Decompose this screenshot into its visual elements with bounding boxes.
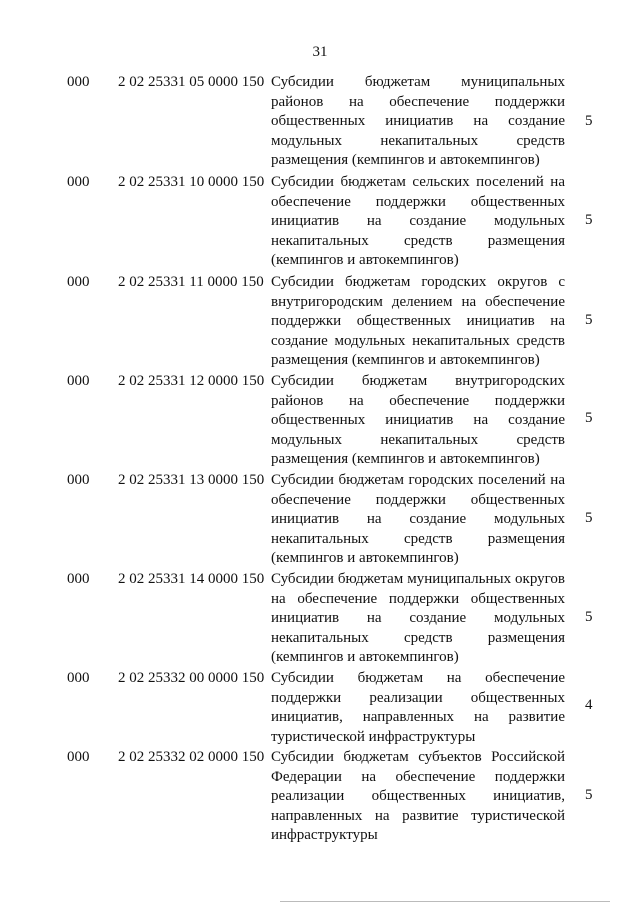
admin-code: 000	[67, 571, 90, 587]
admin-code: 000	[67, 74, 90, 90]
income-name: Субсидии бюджетам сельских поселений на обеспечение поддержки общественных инициатив на создание модульных некапитальных средств размещения (кемпингов и автокемпингов)	[271, 174, 565, 268]
row-value: 5	[585, 609, 593, 625]
budget-code: 2 02 25331 05 0000 150	[118, 74, 265, 90]
admin-code: 000	[67, 174, 90, 190]
page-edge-line	[280, 901, 610, 902]
admin-code: 000	[67, 472, 90, 488]
row-value: 5	[585, 212, 593, 228]
income-name: Субсидии бюджетам городских поселений на обеспечение поддержки общественных инициатив на создание модульных некапитальных средств размещения (кемпингов и автокемпингов)	[271, 472, 565, 566]
admin-code: 000	[67, 670, 90, 686]
income-name: Субсидии бюджетам внутригородских районов на обеспечение поддержки общественных инициатив на создание модульных некапитальных средств размещения (кемпингов и автокемпингов)	[271, 373, 565, 467]
admin-code: 000	[67, 274, 90, 290]
admin-code: 000	[67, 373, 90, 389]
budget-code: 2 02 25332 00 0000 150	[118, 670, 265, 686]
row-value: 5	[585, 312, 593, 328]
row-value: 4	[585, 697, 593, 713]
row-value: 5	[585, 787, 593, 803]
income-name: Субсидии бюджетам городских округов с внутригородским делением на обеспечение поддержки общественных инициатив на создание модульных некапитальных средств размещения (кемпингов и автокемпингов)	[271, 274, 565, 368]
budget-code: 2 02 25331 10 0000 150	[118, 174, 265, 190]
row-value: 5	[585, 113, 593, 129]
budget-code: 2 02 25331 12 0000 150	[118, 373, 265, 389]
income-name: Субсидии бюджетам субъектов Российской Федерации на обеспечение поддержки реализации общественных инициатив, направленных на развитие туристической инфраструктуры	[271, 749, 565, 843]
budget-code: 2 02 25331 13 0000 150	[118, 472, 265, 488]
budget-code: 2 02 25331 14 0000 150	[118, 571, 265, 587]
income-name: Субсидии бюджетам муниципальных районов на обеспечение поддержки общественных инициатив на создание модульных некапитальных средств размещения (кемпингов и автокемпингов)	[271, 74, 565, 168]
income-name: Субсидии бюджетам муниципальных округов на обеспечение поддержки общественных инициатив на создание модульных некапитальных средств размещения (кемпингов и автокемпингов)	[271, 571, 565, 665]
budget-code: 2 02 25332 02 0000 150	[118, 749, 265, 765]
income-name: Субсидии бюджетам на обеспечение поддержки реализации общественных инициатив, направленных на развитие туристической инфраструктуры	[271, 670, 565, 745]
row-value: 5	[585, 410, 593, 426]
row-value: 5	[585, 510, 593, 526]
budget-code: 2 02 25331 11 0000 150	[118, 274, 264, 290]
page-number: 31	[312, 44, 328, 60]
admin-code: 000	[67, 749, 90, 765]
